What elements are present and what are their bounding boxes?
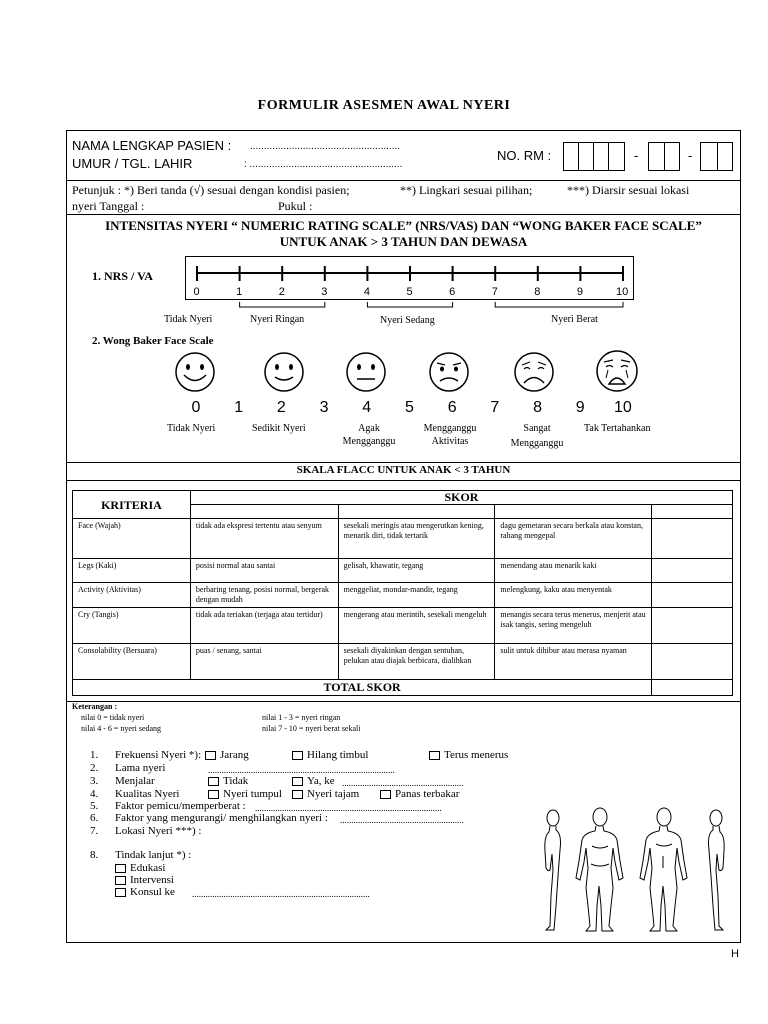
wong-caption-4a: Agak [358,423,380,434]
criteria-cell: Consolability (Bersuara) [73,644,191,680]
rm-field-2[interactable] [648,142,680,171]
patient-name-field[interactable]: ...................................................... [250,141,401,152]
q2-number: 2. [90,762,99,774]
patient-name-label: NAMA LENGKAP PASIEN : [72,138,232,153]
wong-caption-8a: Sangat [523,423,551,434]
nrs-range-bracket [367,302,452,307]
q4-option-tumpul[interactable] [208,788,282,800]
q6-field[interactable]: ....................................................... [340,815,464,825]
checkbox[interactable] [115,888,126,897]
q4-option-tajam[interactable] [292,788,359,800]
q1-option-terus-menerus[interactable] [429,749,508,761]
page-marker: H [731,948,739,960]
q4-option-panas[interactable] [380,788,459,800]
wong-caption-8b: Mengganggu [510,438,564,449]
nrs-number[interactable]: 4 [363,286,371,298]
nrs-number[interactable]: 6 [449,286,456,298]
table-row [73,583,733,608]
q3-label: Menjalar [115,775,155,787]
score-value-cell[interactable] [652,608,733,644]
option-label: Intervensi [130,874,174,886]
q7-number: 7. [90,825,99,837]
wong-caption-6b: Aktivitas [431,436,469,447]
option-label: Tidak [223,775,249,787]
time-label: Pukul : [278,199,313,213]
score-2-cell[interactable]: melengkung, kaku atau menyentak [495,583,652,608]
checkbox[interactable] [429,751,440,760]
wong-caption-10: Tak Tertahankan [584,423,651,434]
instruction-shade: ***) Diarsir sesuai lokasi [567,183,690,197]
wong-caption-4b: Mengganggu [342,436,396,447]
q1-label: Frekuensi Nyeri *): [115,749,202,761]
face-6-icon[interactable] [427,350,471,394]
body-back-icon [576,808,623,931]
q4-number: 4. [90,788,99,800]
score-value-cell[interactable] [652,644,733,680]
checkbox[interactable] [380,790,391,799]
q5-label: Faktor pemicu/memperberat : [115,800,246,812]
q4-label: Kualitas Nyeri [115,788,180,800]
keterangan-nilai-7-10: nilai 7 - 10 = nyeri berat sekali [262,724,361,733]
q1-option-hilang-timbul[interactable] [292,749,368,761]
checkbox[interactable] [205,751,216,760]
wong-number[interactable]: 1 [234,399,244,416]
nrs-label: 1. NRS / VA [92,269,153,283]
table-row [73,608,733,644]
wong-label: 2. Wong Baker Face Scale [92,335,214,347]
nrs-range-tidak-nyeri: Tidak Nyeri [164,314,213,325]
keterangan-label: Keterangan : [72,702,118,711]
nrs-number[interactable]: 7 [491,286,498,298]
body-side-left-icon [545,810,561,930]
score-2-cell[interactable]: sulit untuk dihibur atau merasa nyaman [495,644,652,680]
score-2-cell[interactable]: menendang atau menarik kaki [495,559,652,583]
rm-dash: - [634,148,639,163]
nrs-number[interactable]: 9 [576,286,584,298]
criteria-cell: Activity (Aktivitas) [73,583,191,608]
date-label: nyeri Tanggal : [72,199,145,213]
table-row [73,559,733,583]
checkbox[interactable] [292,790,303,799]
nrs-range-ringan: Nyeri Ringan [250,314,305,325]
criteria-cell: Legs (Kaki) [73,559,191,583]
nrs-number[interactable]: 8 [534,286,541,298]
score-value-cell[interactable] [652,519,733,559]
nrs-number[interactable]: 3 [321,286,328,298]
q5-field[interactable]: ................................................................................... [255,803,442,813]
checkbox[interactable] [208,777,219,786]
nrs-range-sedang: Nyeri Sedang [380,315,435,326]
instruction-circle: **) Lingkari sesuai pilihan; [400,183,533,197]
q2-field[interactable]: ................................................................................... [208,765,395,775]
q8-option-intervensi[interactable] [115,874,174,886]
divider [66,180,741,181]
q8-number: 8. [90,849,99,861]
option-label: Ya, ke [307,775,335,787]
nrs-brackets [240,302,623,307]
flacc-table [72,490,733,696]
patient-age-field[interactable]: : ....................................................... [244,159,403,170]
divider [66,214,741,215]
body-side-right-icon [709,810,725,930]
page-title: FORMULIR ASESMEN AWAL NYERI [257,98,511,113]
wong-caption-0: Tidak Nyeri [167,423,216,434]
q5-number: 5. [90,800,99,812]
kriteria-header: KRITERIA [73,491,191,519]
skor-header: SKOR [190,491,732,505]
wong-number[interactable]: 2 [276,399,286,416]
option-label: Jarang [220,749,249,761]
divider [66,480,741,481]
q8-option-edukasi[interactable] [115,862,165,874]
body-front-icon [640,808,687,931]
wong-number[interactable]: 8 [533,399,542,416]
wong-number[interactable]: 4 [362,399,372,416]
score-0-cell[interactable]: tidak ada ekspresi tertentu atau senyum [190,519,338,559]
instruction-check: Petunjuk : *) Beri tanda (√) sesuai dengan kondisi pasien; [72,183,350,197]
score-1-cell[interactable]: gelisah, khawatir, tegang [338,559,495,583]
score-value-cell[interactable] [652,559,733,583]
score-0-cell[interactable]: tidak ada teriakan (terjaga atau tertidur) [190,608,338,644]
face-4-icon[interactable] [344,350,388,394]
q8-option-konsul[interactable] [115,886,175,898]
face-2-icon[interactable] [262,350,306,394]
intensity-subheading: UNTUK ANAK > 3 TAHUN DAN DEWASA [279,234,528,249]
q3-field[interactable]: ...................................................... [342,778,464,788]
patient-age-label: UMUR / TGL. LAHIR [72,156,193,171]
nrs-range-berat: Nyeri Berat [551,314,598,325]
table-row [73,519,733,559]
score-2-cell[interactable]: dagu gemetaran secara berkala atau konstan, rahang mengepal [495,519,652,559]
face-10-icon[interactable] [594,348,640,394]
body-map-icon[interactable] [536,806,734,934]
rm-field-1[interactable] [563,142,625,171]
q6-number: 6. [90,812,99,824]
keterangan-nilai-1-3: nilai 1 - 3 = nyeri ringan [262,713,341,722]
criteria-cell: Cry (Tangis) [73,608,191,644]
divider [66,701,741,702]
option-label: Panas terbakar [395,788,460,800]
checkbox[interactable] [115,876,126,885]
wong-caption-2: Sedikit Nyeri [252,423,306,434]
face-0-icon[interactable] [173,350,217,394]
score-value-cell[interactable] [652,583,733,608]
rm-label: NO. RM : [497,148,552,163]
q1-number: 1. [90,749,99,761]
option-label: Terus menerus [444,749,509,761]
score-1-cell[interactable]: mengerang atau merintih, sesekali mengeluh [338,608,495,644]
checkbox[interactable] [208,790,219,799]
face-8-icon[interactable] [512,350,556,394]
wong-number[interactable]: 3 [319,399,329,416]
keterangan-nilai-4-6: nilai 4 - 6 = nyeri sedang [81,724,162,733]
nrs-number[interactable]: 1 [236,286,243,298]
q8-label: Tindak lanjut *) : [115,849,192,861]
wong-number[interactable]: 9 [575,399,585,416]
q3-option-tidak[interactable] [208,775,248,787]
q3-option-ya[interactable] [292,775,335,787]
intensity-heading: INTENSITAS NYERI “ NUMERIC RATING SCALE” (NRS/VAS) DAN “WONG BAKER FACE SCALE” [105,218,702,233]
nrs-range-bracket [240,302,325,307]
wong-caption-6a: Mengganggu [423,423,477,434]
score-0-cell[interactable]: posisi normal atau santai [190,559,338,583]
total-skor-field[interactable] [652,680,733,696]
wong-number[interactable]: 0 [191,399,201,416]
q3-number: 3. [90,775,99,787]
q6-label: Faktor yang mengurangi/ menghilangkan nyeri : [115,812,328,824]
score-1-cell[interactable]: menggeliat, mondar-mandir, tegang [338,583,495,608]
q8-field[interactable]: ............................................................................... [192,889,370,899]
total-skor-label: TOTAL SKOR [73,680,652,696]
nrs-number[interactable]: 2 [278,286,285,298]
option-label: Hilang timbul [307,749,369,761]
nrs-number[interactable]: 10 [616,286,629,298]
score-0-cell[interactable]: berbaring tenang, posisi normal, bergerak dengan mudah [190,583,338,608]
rm-field-3[interactable] [700,142,733,171]
score-0-cell[interactable]: puas / senang, santai [190,644,338,680]
q7-label: Lokasi Nyeri ***) : [115,825,202,837]
nrs-number[interactable]: 5 [406,286,413,298]
score-1-cell[interactable]: sesekali meringis atau mengerutkan kening, menarik diri, tidak tertarik [338,519,495,559]
checkbox[interactable] [292,751,303,760]
wong-number[interactable]: 5 [405,399,414,416]
wong-number[interactable]: 6 [447,399,457,416]
divider [66,462,741,463]
score-1-cell[interactable]: sesekali diyakinkan dengan sentuhan, pelukan atau diajak berbicara, dialihkan [338,644,495,680]
checkbox[interactable] [292,777,303,786]
criteria-cell: Face (Wajah) [73,519,191,559]
flacc-heading: SKALA FLACC UNTUK ANAK < 3 TAHUN [296,464,511,476]
nrs-ticks [197,266,623,281]
wong-number[interactable]: 7 [490,399,500,416]
q2-label: Lama nyeri [115,762,166,774]
nrs-range-bracket [495,302,623,307]
option-label: Konsul ke [130,886,175,898]
option-label: Nyeri tumpul [223,788,282,800]
keterangan-nilai-0: nilai 0 = tidak nyeri [81,713,145,722]
option-label: Edukasi [130,862,166,874]
checkbox[interactable] [115,864,126,873]
nrs-number[interactable]: 0 [193,286,200,298]
q1-option-jarang[interactable] [205,749,249,761]
rm-dash: - [688,148,693,163]
table-row [73,644,733,680]
option-label: Nyeri tajam [307,788,360,800]
wong-number[interactable]: 10 [614,399,632,416]
score-2-cell[interactable]: menangis secara terus menerus, menjerit atau isak tangis, sering mengeluh [495,608,652,644]
